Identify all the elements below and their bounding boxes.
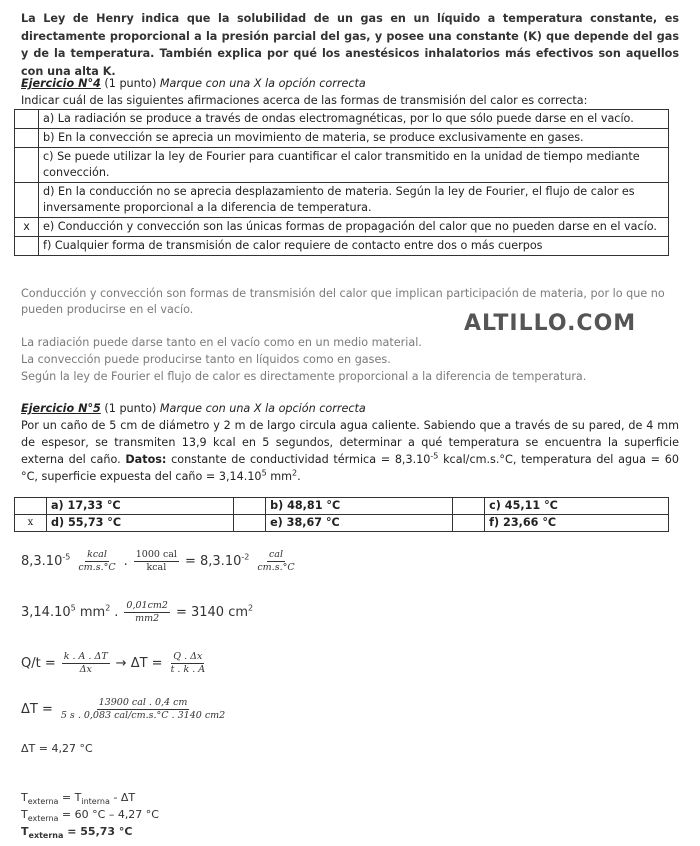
option-text: c) Se puede utilizar la ley de Fourier para cuantificar el calor transmitido en la unidad de tiempo mediante convección.: [39, 148, 669, 183]
exponent: 5: [261, 468, 267, 478]
answers-row: [15, 515, 669, 532]
henry-law-paragraph: La Ley de Henry indica que la solubilidad de un gas en un líquido a temperatura constante, es directamente proporcional a la presión parcial del gas, y posee una constante (K) que depende del gas y de la temperatura. También explica por qué los anestésicos inhalatorios más efectivos son aquellos con una alta K.: [21, 12, 679, 78]
math-text: → ΔT =: [115, 656, 163, 671]
option-row-b: [15, 129, 669, 148]
exercise-4-options-table: [14, 109, 669, 256]
answer-mark-cell[interactable]: [453, 498, 485, 515]
denominator: t . k . A: [170, 664, 206, 675]
conversion-equation-2: [21, 600, 253, 625]
option-mark-cell[interactable]: x: [15, 218, 39, 237]
option-mark-cell[interactable]: [15, 129, 39, 148]
answer-mark-cell[interactable]: x: [15, 515, 47, 532]
fraction: [134, 549, 179, 574]
exercise-5-points: (1 punto): [100, 402, 160, 415]
subscript: externa: [28, 831, 64, 841]
fourier-equation: [21, 651, 209, 676]
delta-t-calculation: [21, 697, 229, 722]
fraction: [59, 697, 227, 722]
math-text: .: [123, 554, 128, 569]
exercise-4-label: Ejercicio N°4: [21, 77, 101, 90]
denominator: mm2: [135, 613, 160, 624]
exercise-5-label: Ejercicio N°5: [21, 402, 101, 415]
math-text: .: [114, 605, 119, 620]
denominator: cm.s.°C: [78, 562, 116, 573]
math-text: ΔT =: [21, 702, 53, 717]
statement-text: constante de conductividad térmica = 8,3.10: [166, 453, 431, 466]
t-externa-formula: [21, 791, 136, 807]
answer-text: d) 55,73 °C: [47, 515, 234, 532]
fraction: [62, 651, 110, 676]
delta-t-result: ΔT = 4,27 °C: [21, 742, 93, 755]
denominator: 5 s . 0,083 cal/cm.s.°C . 3140 cm2: [60, 710, 226, 721]
answer-mark-cell[interactable]: [234, 498, 266, 515]
subscript: externa: [27, 797, 59, 807]
option-mark-cell[interactable]: [15, 110, 39, 129]
option-text: f) Cualquier forma de transmisión de calor requiere de contacto entre dos o más cuerpos: [39, 237, 669, 256]
answer-mark-cell[interactable]: [453, 515, 485, 532]
math-text: 8,3.10: [21, 554, 63, 569]
numerator: Q . Δx: [173, 651, 203, 662]
math-text: = 8,3.10: [184, 554, 242, 569]
denominator: cm.s.°C: [257, 562, 295, 573]
denominator: Δx: [79, 664, 92, 675]
answer-mark-cell[interactable]: [15, 498, 47, 515]
numerator: k . A . ΔT: [63, 651, 108, 662]
option-mark-cell[interactable]: [15, 183, 39, 218]
math-text: 3,14.10: [21, 605, 71, 620]
math-text: - ΔT: [109, 791, 136, 804]
exponent: -5: [430, 451, 439, 461]
option-row-d: [15, 183, 669, 218]
exponent: 5: [70, 603, 76, 613]
statement-text: .: [297, 470, 301, 483]
exponent: -5: [62, 552, 71, 562]
explanation-fourier: Según la ley de Fourier el flujo de calor es directamente proporcional a la diferencia de temperatura.: [21, 370, 587, 383]
math-text: = 55,73 °C: [63, 825, 133, 838]
answer-text: f) 23,66 °C: [485, 515, 669, 532]
numerator: 13900 cal . 0,4 cm: [98, 697, 188, 708]
explanation-convection: La convección puede producirse tanto en líquidos como en gases.: [21, 353, 391, 366]
exercise-5-title: [21, 401, 366, 417]
option-text: d) En la conducción no se aprecia desplazamiento de materia. Según la ley de Fourier, el flujo de calor es inversamente proporcional a la diferencia de temperatura.: [39, 183, 669, 218]
math-text: = 3140 cm: [175, 605, 249, 620]
t-externa-result: [21, 825, 133, 841]
numerator: 1000 cal: [135, 549, 177, 560]
math-text: Q/t =: [21, 656, 56, 671]
answer-text: c) 45,11 °C: [485, 498, 669, 515]
numerator: 0,01cm2: [126, 600, 168, 611]
fraction: [255, 549, 296, 574]
exercise-4-instruction: Marque con una X la opción correcta: [159, 77, 366, 90]
option-text: e) Conducción y convección son las únicas formas de propagación del calor que no pueden darse en el vacío.: [39, 218, 669, 237]
datos-label: Datos:: [125, 453, 167, 466]
exercise-4-question: Indicar cuál de las siguientes afirmaciones acerca de las formas de transmisión del calor es correcta:: [21, 94, 588, 107]
t-externa-substitution: [21, 808, 159, 824]
math-text: T: [21, 825, 29, 838]
conversion-equation-1: [21, 549, 299, 574]
option-mark-cell[interactable]: [15, 237, 39, 256]
option-row-c: [15, 148, 669, 183]
exercise-5-answers-table: [14, 497, 669, 532]
denominator: kcal: [146, 562, 167, 573]
answer-text: e) 38,67 °C: [266, 515, 453, 532]
option-row-f: [15, 237, 669, 256]
answer-text: a) 17,33 °C: [47, 498, 234, 515]
explanation-radiation: La radiación puede darse tanto en el vacío como en un medio material.: [21, 336, 422, 349]
exercise-5-statement: [21, 417, 679, 485]
exponent: 2: [248, 603, 254, 613]
numerator: cal: [268, 549, 283, 560]
option-text: b) En la convección se aprecia un movimiento de materia, se produce exclusivamente en gases.: [39, 129, 669, 148]
option-row-a: [15, 110, 669, 129]
subscript: externa: [27, 814, 59, 824]
option-mark-cell[interactable]: [15, 148, 39, 183]
math-text: = 60 °C – 4,27 °C: [58, 808, 159, 821]
subscript: interna: [81, 797, 110, 807]
math-text: T: [21, 808, 28, 821]
option-text: a) La radiación se produce a través de ondas electromagnéticas, por lo que sólo puede darse en el vacío.: [39, 110, 669, 129]
exponent: -2: [241, 552, 250, 562]
math-text: T: [21, 791, 28, 804]
statement-text: Por un caño de 5 cm de diámetro y 2 m de largo circula agua caliente. Sabiendo que a través de su pared, de 4 mm de espesor, se transmiten 13,9 kcal en 5 segundos, determinar a qué temperatura se encuentra la superficie externa del caño.: [21, 419, 679, 466]
fraction: [169, 651, 208, 676]
fraction: [124, 600, 170, 625]
statement-text: mm: [266, 470, 293, 483]
answer-text: b) 48,81 °C: [266, 498, 453, 515]
exercise-5-instruction: Marque con una X la opción correcta: [159, 402, 366, 415]
numerator: kcal: [87, 549, 107, 560]
fraction: [76, 549, 117, 574]
option-row-e: [15, 218, 669, 237]
math-text: mm: [75, 605, 106, 620]
exponent: 2: [292, 468, 298, 478]
statement-text: kcal/cm.s.°C, temperatura del agua = 60 °C, superficie expuesta del caño = 3,14.10: [21, 453, 679, 483]
exercise-4-points: (1 punto): [100, 77, 160, 90]
answers-row: [15, 498, 669, 515]
answer-mark-cell[interactable]: [234, 515, 266, 532]
altillo-watermark: ALTILLO.COM: [464, 311, 637, 336]
explanation-paragraph: Conducción y convección son formas de transmisión del calor que implican participación de materia, por lo que no pueden producirse en el vacío.: [21, 287, 665, 316]
exercise-4-title: [21, 76, 366, 92]
exponent: 2: [105, 603, 111, 613]
math-text: = T: [58, 791, 82, 804]
